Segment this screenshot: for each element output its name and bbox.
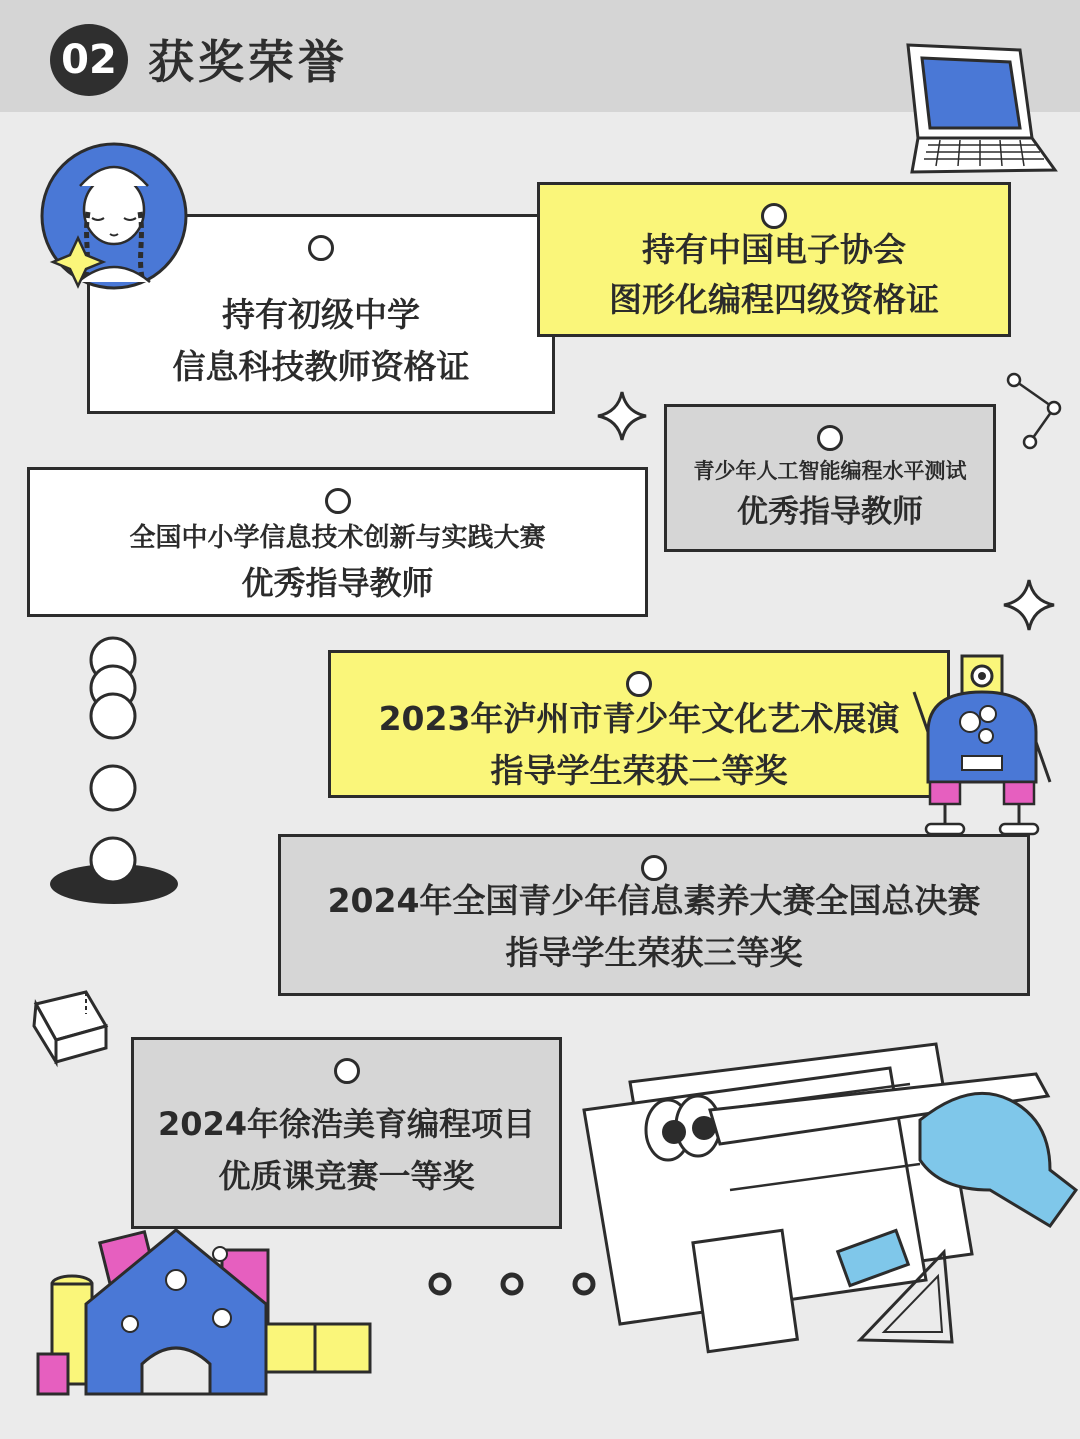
node-graph-icon <box>1004 372 1068 452</box>
section-title: 获奖荣誉 <box>148 35 348 89</box>
award-card-5 <box>328 650 950 798</box>
robot-illustration <box>910 652 1060 842</box>
card-hole-icon <box>308 235 334 261</box>
award-line-2: 优秀指导教师 <box>241 564 434 602</box>
section-number-badge: 02 <box>50 24 128 96</box>
card-hole-icon <box>334 1058 360 1084</box>
award-card-2 <box>537 182 1011 337</box>
sparkle-icon <box>1002 578 1056 632</box>
card-hole-icon <box>817 425 843 451</box>
girl-avatar-illustration <box>28 142 190 292</box>
award-card-4 <box>27 467 648 617</box>
award-card-3 <box>664 404 996 552</box>
award-line-1: 2024年全国青少年信息素养大赛全国总决赛 <box>327 881 981 920</box>
award-line-1: 青少年人工智能编程水平测试 <box>693 459 967 483</box>
award-line-1: 全国中小学信息技术创新与实践大赛 <box>129 523 546 553</box>
award-line-2: 信息科技教师资格证 <box>172 347 470 386</box>
building-blocks-illustration <box>30 1214 380 1400</box>
award-card-7 <box>131 1037 562 1229</box>
award-line-1: 2023年泸州市青少年文化艺术展演 <box>378 699 900 738</box>
award-line-1: 持有初级中学 <box>222 295 420 334</box>
award-line-2: 优质课竞赛一等奖 <box>218 1157 475 1195</box>
card-hole-icon <box>325 488 351 514</box>
dots-icon <box>426 1268 606 1300</box>
award-line-2: 指导学生荣获三等奖 <box>505 933 803 972</box>
award-line-1: 2024年徐浩美育编程项目 <box>157 1105 536 1143</box>
sparkle-icon <box>596 390 648 442</box>
award-line-2: 优秀指导教师 <box>737 494 923 530</box>
cube-icon <box>30 986 116 1066</box>
award-line-2: 图形化编程四级资格证 <box>609 280 939 319</box>
laptop-illustration <box>900 40 1060 180</box>
writing-hand-illustration <box>580 1040 1076 1360</box>
award-line-1: 持有中国电子协会 <box>642 230 906 269</box>
ball-stack-illustration <box>48 634 188 906</box>
award-line-2: 指导学生荣获二等奖 <box>490 751 788 790</box>
award-card-6 <box>278 834 1030 996</box>
